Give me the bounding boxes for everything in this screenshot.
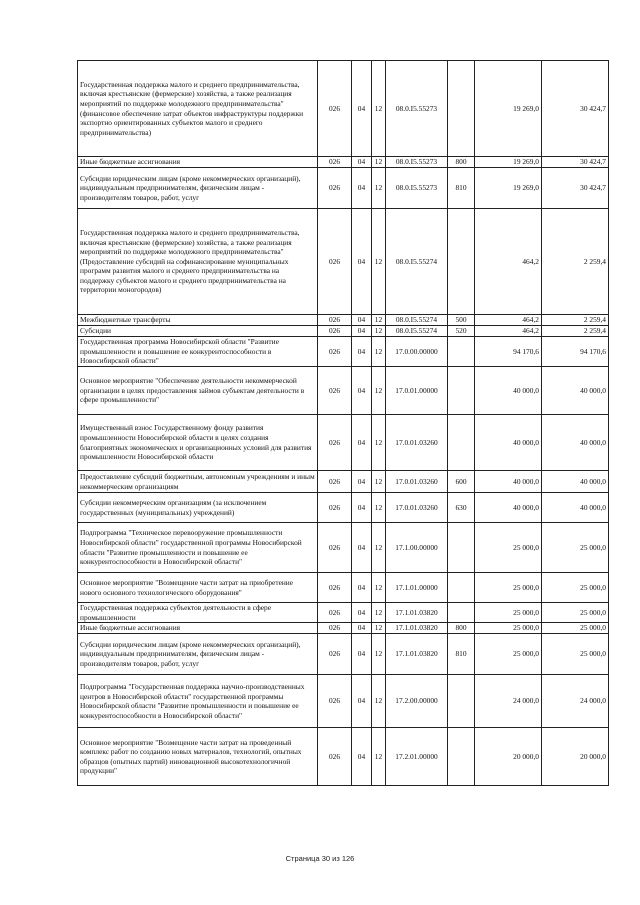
section-code-cell: 04 bbox=[352, 315, 372, 326]
amount-year-2-cell: 2 259,4 bbox=[542, 209, 609, 315]
row-name-cell: Иные бюджетные ассигнования bbox=[78, 157, 318, 168]
table-row bbox=[78, 728, 609, 786]
target-article-cell: 17.0.00.00000 bbox=[386, 337, 448, 367]
amount-year-1-cell: 94 170,6 bbox=[475, 337, 542, 367]
subsection-code-cell: 12 bbox=[372, 157, 386, 168]
amount-year-2-cell: 2 259,4 bbox=[542, 326, 609, 337]
subsection-code-cell: 12 bbox=[372, 168, 386, 209]
subsection-code-cell: 12 bbox=[372, 415, 386, 471]
table-row bbox=[78, 337, 609, 367]
target-article-cell: 17.0.01.03260 bbox=[386, 471, 448, 493]
amount-year-1-cell: 464,2 bbox=[475, 326, 542, 337]
amount-year-1-cell: 25 000,0 bbox=[475, 603, 542, 623]
subsection-code-cell: 12 bbox=[372, 675, 386, 728]
expense-type-cell bbox=[448, 573, 475, 603]
grbs-code-cell: 026 bbox=[318, 61, 352, 157]
grbs-code-cell: 026 bbox=[318, 157, 352, 168]
amount-year-1-cell: 464,2 bbox=[475, 209, 542, 315]
amount-year-1-cell: 19 269,0 bbox=[475, 61, 542, 157]
subsection-code-cell: 12 bbox=[372, 61, 386, 157]
target-article-cell: 17.0.01.03260 bbox=[386, 415, 448, 471]
amount-year-1-cell: 25 000,0 bbox=[475, 623, 542, 634]
amount-year-2-cell: 24 000,0 bbox=[542, 675, 609, 728]
table-row bbox=[78, 471, 609, 493]
amount-year-2-cell: 25 000,0 bbox=[542, 523, 609, 573]
amount-year-1-cell: 40 000,0 bbox=[475, 415, 542, 471]
subsection-code-cell: 12 bbox=[372, 493, 386, 523]
section-code-cell: 04 bbox=[352, 603, 372, 623]
table-row bbox=[78, 157, 609, 168]
target-article-cell: 08.0.I5.55274 bbox=[386, 315, 448, 326]
section-code-cell: 04 bbox=[352, 415, 372, 471]
amount-year-2-cell: 40 000,0 bbox=[542, 367, 609, 415]
section-code-cell: 04 bbox=[352, 623, 372, 634]
section-code-cell: 04 bbox=[352, 61, 372, 157]
table-row bbox=[78, 315, 609, 326]
row-name-cell: Основное мероприятие "Возмещение части затрат на приобретение нового основного технологического оборудования" bbox=[78, 573, 318, 603]
amount-year-2-cell: 40 000,0 bbox=[542, 493, 609, 523]
page-number: Страница 30 из 126 bbox=[285, 854, 355, 863]
table-row bbox=[78, 523, 609, 573]
amount-year-1-cell: 25 000,0 bbox=[475, 573, 542, 603]
amount-year-2-cell: 30 424,7 bbox=[542, 168, 609, 209]
amount-year-2-cell: 2 259,4 bbox=[542, 315, 609, 326]
row-name-cell: Основное мероприятие "Обеспечение деятельности некоммерческой организации в целях предоставления займов субъектам деятельности в сфере промышленности" bbox=[78, 367, 318, 415]
amount-year-1-cell: 40 000,0 bbox=[475, 471, 542, 493]
row-name-cell: Государственная поддержка малого и среднего предпринимательства, включая крестьянские (фермерские) хозяйства, а также реализация мероприятий по поддержке молодежного предпринимательства" (Предоставление субсидий на софинансирование муниципальных программ развития малого и среднего предпринимательства на поддержку субъектов малого и среднего предпринимательства на территории моногородов) bbox=[78, 209, 318, 315]
subsection-code-cell: 12 bbox=[372, 623, 386, 634]
row-name-cell: Субсидии некоммерческим организациям (за исключением государственных (муниципальных) учреждений) bbox=[78, 493, 318, 523]
row-name-cell: Основное мероприятие "Возмещение части затрат на проведенный комплекс работ по созданию новых материалов, технологий, опытных образцов (опытных партий) инновационной высокотехнологичной продукции" bbox=[78, 728, 318, 786]
section-code-cell: 04 bbox=[352, 493, 372, 523]
section-code-cell: 04 bbox=[352, 728, 372, 786]
subsection-code-cell: 12 bbox=[372, 337, 386, 367]
table-row bbox=[78, 493, 609, 523]
table-row bbox=[78, 326, 609, 337]
amount-year-2-cell: 30 424,7 bbox=[542, 61, 609, 157]
expense-type-cell: 630 bbox=[448, 493, 475, 523]
grbs-code-cell: 026 bbox=[318, 675, 352, 728]
grbs-code-cell: 026 bbox=[318, 326, 352, 337]
section-code-cell: 04 bbox=[352, 675, 372, 728]
expense-type-cell: 800 bbox=[448, 157, 475, 168]
table-row bbox=[78, 367, 609, 415]
target-article-cell: 17.0.01.03260 bbox=[386, 493, 448, 523]
amount-year-2-cell: 25 000,0 bbox=[542, 623, 609, 634]
amount-year-1-cell: 40 000,0 bbox=[475, 367, 542, 415]
subsection-code-cell: 12 bbox=[372, 315, 386, 326]
subsection-code-cell: 12 bbox=[372, 573, 386, 603]
section-code-cell: 04 bbox=[352, 573, 372, 603]
grbs-code-cell: 026 bbox=[318, 415, 352, 471]
grbs-code-cell: 026 bbox=[318, 471, 352, 493]
expense-type-cell bbox=[448, 209, 475, 315]
amount-year-2-cell: 94 170,6 bbox=[542, 337, 609, 367]
section-code-cell: 04 bbox=[352, 523, 372, 573]
subsection-code-cell: 12 bbox=[372, 326, 386, 337]
expense-type-cell: 500 bbox=[448, 315, 475, 326]
section-code-cell: 04 bbox=[352, 157, 372, 168]
grbs-code-cell: 026 bbox=[318, 337, 352, 367]
section-code-cell: 04 bbox=[352, 634, 372, 675]
row-name-cell: Имущественный взнос Государственному фонду развития промышленности Новосибирской области в целях создания благоприятных экономических и организационных условий для развития промышленности Новосибирской области bbox=[78, 415, 318, 471]
amount-year-2-cell: 40 000,0 bbox=[542, 471, 609, 493]
expense-type-cell: 810 bbox=[448, 168, 475, 209]
row-name-cell: Подпрограмма "Техническое перевооружение промышленности Новосибирской области" государственной программы Новосибирской области "Развитие промышленности и повышение ее конкурентоспособности в Новосибирской области" bbox=[78, 523, 318, 573]
target-article-cell: 17.0.01.00000 bbox=[386, 367, 448, 415]
amount-year-2-cell: 40 000,0 bbox=[542, 415, 609, 471]
amount-year-2-cell: 20 000,0 bbox=[542, 728, 609, 786]
table-row bbox=[78, 168, 609, 209]
expense-type-cell: 800 bbox=[448, 623, 475, 634]
grbs-code-cell: 026 bbox=[318, 573, 352, 603]
subsection-code-cell: 12 bbox=[372, 634, 386, 675]
grbs-code-cell: 026 bbox=[318, 367, 352, 415]
row-name-cell: Иные бюджетные ассигнования bbox=[78, 623, 318, 634]
amount-year-1-cell: 19 269,0 bbox=[475, 157, 542, 168]
table-row bbox=[78, 634, 609, 675]
table-row bbox=[78, 573, 609, 603]
grbs-code-cell: 026 bbox=[318, 623, 352, 634]
target-article-cell: 17.2.00.00000 bbox=[386, 675, 448, 728]
grbs-code-cell: 026 bbox=[318, 493, 352, 523]
expense-type-cell bbox=[448, 61, 475, 157]
amount-year-1-cell: 25 000,0 bbox=[475, 634, 542, 675]
amount-year-1-cell: 464,2 bbox=[475, 315, 542, 326]
target-article-cell: 08.0.I5.55273 bbox=[386, 61, 448, 157]
table-row bbox=[78, 603, 609, 623]
row-name-cell: Государственная поддержка малого и среднего предпринимательства, включая крестьянские (фермерские) хозяйства, а также реализация мероприятий по поддержке молодежного предпринимательства" (финансовое обеспечение затрат объектов инфраструктуры поддержки экспортно ориентированных субъектов малого и среднего предпринимательства) bbox=[78, 61, 318, 157]
target-article-cell: 08.0.I5.55274 bbox=[386, 209, 448, 315]
row-name-cell: Субсидии юридическим лицам (кроме некоммерческих организаций), индивидуальным предпринимателям, физическим лицам - производителям товаров, работ, услуг bbox=[78, 168, 318, 209]
expense-type-cell bbox=[448, 603, 475, 623]
amount-year-1-cell: 25 000,0 bbox=[475, 523, 542, 573]
target-article-cell: 17.1.01.03820 bbox=[386, 623, 448, 634]
subsection-code-cell: 12 bbox=[372, 209, 386, 315]
subsection-code-cell: 12 bbox=[372, 523, 386, 573]
target-article-cell: 17.1.00.00000 bbox=[386, 523, 448, 573]
amount-year-1-cell: 19 269,0 bbox=[475, 168, 542, 209]
grbs-code-cell: 026 bbox=[318, 523, 352, 573]
row-name-cell: Государственная поддержка субъектов деятельности в сфере промышленности bbox=[78, 603, 318, 623]
target-article-cell: 08.0.I5.55274 bbox=[386, 326, 448, 337]
table-row bbox=[78, 623, 609, 634]
table-row bbox=[78, 415, 609, 471]
grbs-code-cell: 026 bbox=[318, 209, 352, 315]
amount-year-2-cell: 30 424,7 bbox=[542, 157, 609, 168]
expense-type-cell bbox=[448, 337, 475, 367]
expense-type-cell: 520 bbox=[448, 326, 475, 337]
target-article-cell: 17.1.01.00000 bbox=[386, 573, 448, 603]
subsection-code-cell: 12 bbox=[372, 728, 386, 786]
expense-type-cell bbox=[448, 415, 475, 471]
section-code-cell: 04 bbox=[352, 471, 372, 493]
row-name-cell: Межбюджетные трансферты bbox=[78, 315, 318, 326]
row-name-cell: Субсидии юридическим лицам (кроме некоммерческих организаций), индивидуальным предпринимателям, физическим лицам - производителям товаров, работ, услуг bbox=[78, 634, 318, 675]
expense-type-cell: 600 bbox=[448, 471, 475, 493]
row-name-cell: Предоставление субсидий бюджетным, автономным учреждениям и иным некоммерческим организациям bbox=[78, 471, 318, 493]
table-row bbox=[78, 675, 609, 728]
table-row bbox=[78, 209, 609, 315]
grbs-code-cell: 026 bbox=[318, 634, 352, 675]
amount-year-2-cell: 25 000,0 bbox=[542, 634, 609, 675]
budget-table bbox=[77, 60, 609, 786]
amount-year-1-cell: 40 000,0 bbox=[475, 493, 542, 523]
grbs-code-cell: 026 bbox=[318, 168, 352, 209]
grbs-code-cell: 026 bbox=[318, 315, 352, 326]
amount-year-2-cell: 25 000,0 bbox=[542, 573, 609, 603]
target-article-cell: 17.1.01.03820 bbox=[386, 603, 448, 623]
section-code-cell: 04 bbox=[352, 326, 372, 337]
expense-type-cell bbox=[448, 523, 475, 573]
section-code-cell: 04 bbox=[352, 209, 372, 315]
expense-type-cell bbox=[448, 728, 475, 786]
target-article-cell: 17.1.01.03820 bbox=[386, 634, 448, 675]
amount-year-1-cell: 20 000,0 bbox=[475, 728, 542, 786]
section-code-cell: 04 bbox=[352, 168, 372, 209]
row-name-cell: Подпрограмма "Государственная поддержка научно-производственных центров в Новосибирской области" государственной программы Новосибирской области "Развитие промышленности и повышение ее конкурентоспособности в Новосибирской области" bbox=[78, 675, 318, 728]
target-article-cell: 08.0.I5.55273 bbox=[386, 157, 448, 168]
table-row bbox=[78, 61, 609, 157]
subsection-code-cell: 12 bbox=[372, 603, 386, 623]
section-code-cell: 04 bbox=[352, 367, 372, 415]
target-article-cell: 17.2.01.00000 bbox=[386, 728, 448, 786]
section-code-cell: 04 bbox=[352, 337, 372, 367]
amount-year-2-cell: 25 000,0 bbox=[542, 603, 609, 623]
amount-year-1-cell: 24 000,0 bbox=[475, 675, 542, 728]
grbs-code-cell: 026 bbox=[318, 603, 352, 623]
subsection-code-cell: 12 bbox=[372, 367, 386, 415]
row-name-cell: Субсидии bbox=[78, 326, 318, 337]
row-name-cell: Государственная программа Новосибирской области "Развитие промышленности и повышение ее конкурентоспособности в Новосибирской области" bbox=[78, 337, 318, 367]
grbs-code-cell: 026 bbox=[318, 728, 352, 786]
target-article-cell: 08.0.I5.55273 bbox=[386, 168, 448, 209]
expense-type-cell bbox=[448, 675, 475, 728]
subsection-code-cell: 12 bbox=[372, 471, 386, 493]
expense-type-cell: 810 bbox=[448, 634, 475, 675]
expense-type-cell bbox=[448, 367, 475, 415]
